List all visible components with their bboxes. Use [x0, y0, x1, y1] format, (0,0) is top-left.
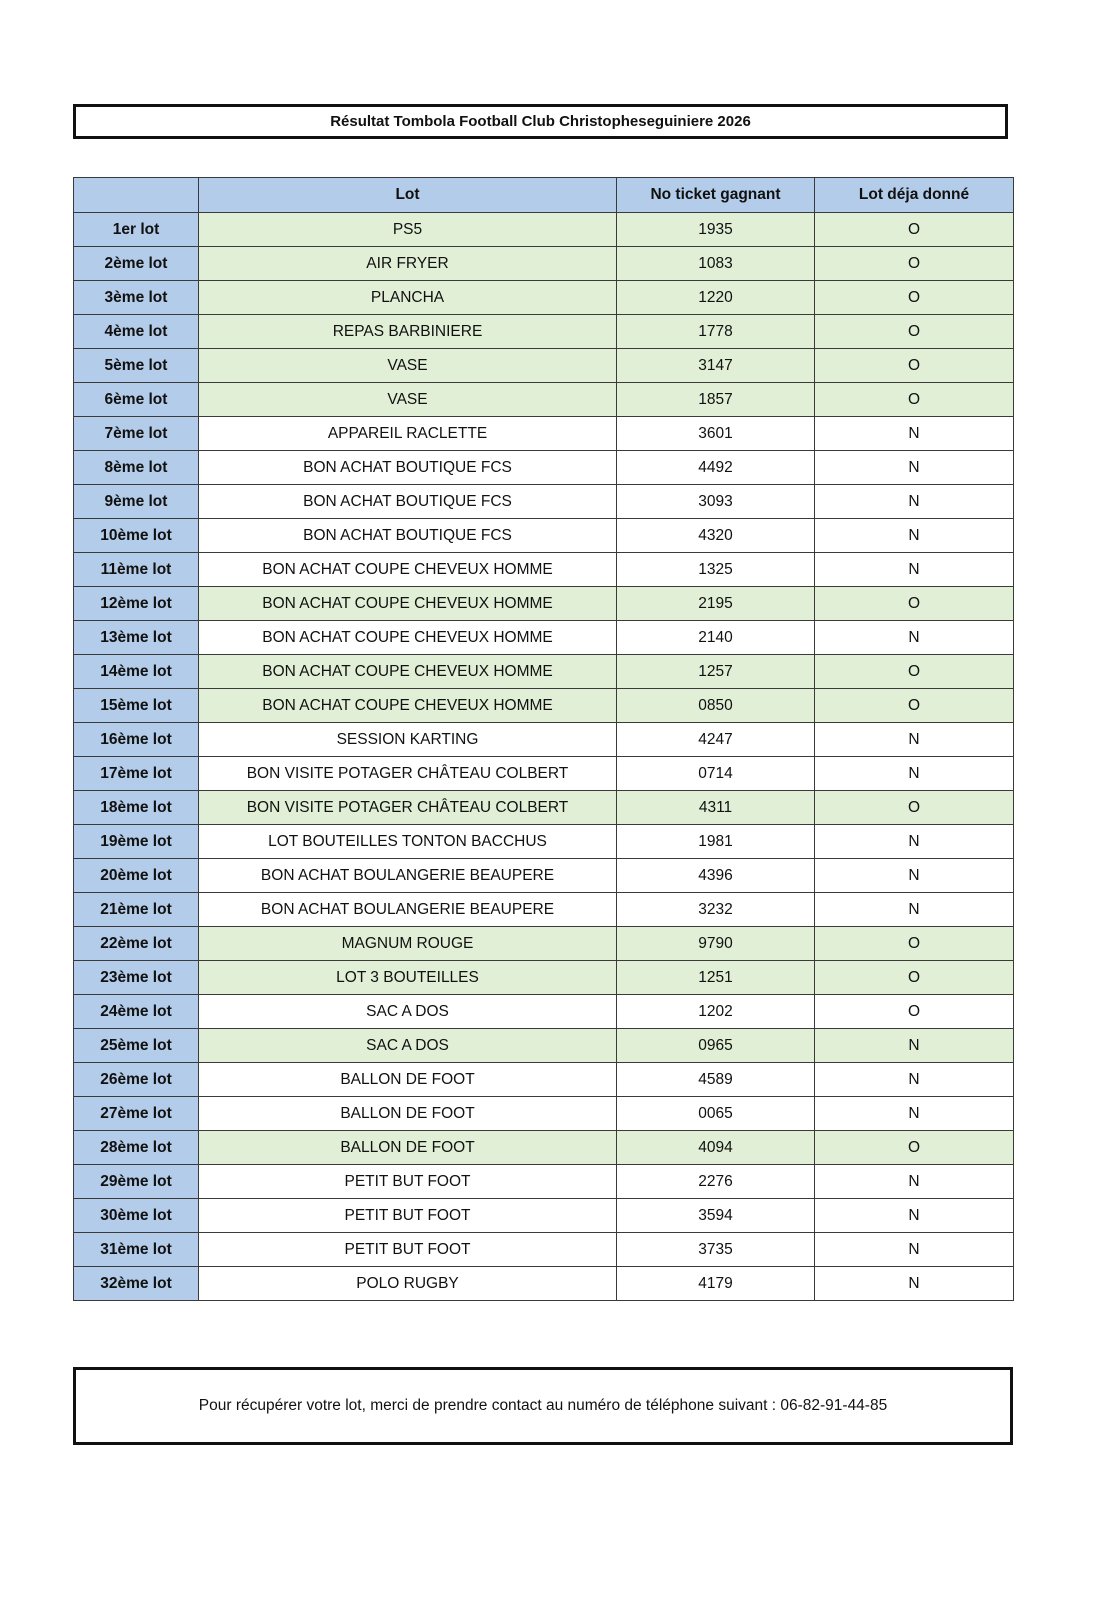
lot-cell: PETIT BUT FOOT [199, 1233, 617, 1267]
table-row [74, 247, 1014, 281]
ticket-cell: 3601 [617, 417, 815, 451]
table-row [74, 1199, 1014, 1233]
rank-cell: 9ème lot [74, 485, 199, 519]
table-row [74, 1029, 1014, 1063]
ticket-cell: 4247 [617, 723, 815, 757]
rank-cell: 8ème lot [74, 451, 199, 485]
given-cell: O [815, 315, 1014, 349]
given-cell: O [815, 1131, 1014, 1165]
lot-cell: VASE [199, 349, 617, 383]
lot-cell: SESSION KARTING [199, 723, 617, 757]
given-cell: O [815, 247, 1014, 281]
lot-cell: LOT 3 BOUTEILLES [199, 961, 617, 995]
given-cell: N [815, 1029, 1014, 1063]
rank-cell: 30ème lot [74, 1199, 199, 1233]
rank-cell: 14ème lot [74, 655, 199, 689]
ticket-cell: 2140 [617, 621, 815, 655]
rank-cell: 21ème lot [74, 893, 199, 927]
results-body [74, 213, 1014, 1301]
lot-cell: BALLON DE FOOT [199, 1131, 617, 1165]
rank-cell: 26ème lot [74, 1063, 199, 1097]
table-row [74, 451, 1014, 485]
table-row [74, 689, 1014, 723]
lot-cell: BON ACHAT BOUTIQUE FCS [199, 519, 617, 553]
given-cell: O [815, 213, 1014, 247]
rank-cell: 18ème lot [74, 791, 199, 825]
rank-cell: 20ème lot [74, 859, 199, 893]
ticket-cell: 4179 [617, 1267, 815, 1301]
lot-cell: BON ACHAT COUPE CHEVEUX HOMME [199, 655, 617, 689]
rank-cell: 6ème lot [74, 383, 199, 417]
ticket-cell: 3594 [617, 1199, 815, 1233]
ticket-cell: 3232 [617, 893, 815, 927]
rank-cell: 25ème lot [74, 1029, 199, 1063]
lot-cell: VASE [199, 383, 617, 417]
lot-cell: AIR FRYER [199, 247, 617, 281]
ticket-cell: 1083 [617, 247, 815, 281]
ticket-cell: 4094 [617, 1131, 815, 1165]
lot-cell: LOT BOUTEILLES TONTON BACCHUS [199, 825, 617, 859]
lot-cell: PLANCHA [199, 281, 617, 315]
given-cell: O [815, 961, 1014, 995]
table-row [74, 1131, 1014, 1165]
given-cell: O [815, 689, 1014, 723]
ticket-cell: 4311 [617, 791, 815, 825]
lot-cell: PETIT BUT FOOT [199, 1199, 617, 1233]
rank-cell: 19ème lot [74, 825, 199, 859]
given-cell: O [815, 383, 1014, 417]
ticket-cell: 4589 [617, 1063, 815, 1097]
ticket-cell: 3735 [617, 1233, 815, 1267]
table-row [74, 995, 1014, 1029]
lot-cell: BON ACHAT BOUTIQUE FCS [199, 451, 617, 485]
table-row [74, 961, 1014, 995]
ticket-cell: 9790 [617, 927, 815, 961]
rank-cell: 16ème lot [74, 723, 199, 757]
table-row [74, 757, 1014, 791]
rank-cell: 15ème lot [74, 689, 199, 723]
lot-cell: POLO RUGBY [199, 1267, 617, 1301]
rank-cell: 31ème lot [74, 1233, 199, 1267]
given-cell: O [815, 927, 1014, 961]
table-row [74, 723, 1014, 757]
ticket-cell: 0065 [617, 1097, 815, 1131]
table-row [74, 587, 1014, 621]
results-table [73, 177, 1014, 1301]
given-cell: N [815, 1267, 1014, 1301]
ticket-cell: 0714 [617, 757, 815, 791]
rank-cell: 22ème lot [74, 927, 199, 961]
rank-cell: 23ème lot [74, 961, 199, 995]
lot-cell: BON ACHAT COUPE CHEVEUX HOMME [199, 689, 617, 723]
table-row [74, 383, 1014, 417]
lot-cell: MAGNUM ROUGE [199, 927, 617, 961]
rank-cell: 27ème lot [74, 1097, 199, 1131]
document-title: Résultat Tombola Football Club Christopheseguiniere 2026 [73, 104, 1008, 139]
given-cell: N [815, 825, 1014, 859]
table-row [74, 1165, 1014, 1199]
lot-cell: BON VISITE POTAGER CHÂTEAU COLBERT [199, 757, 617, 791]
table-row [74, 1233, 1014, 1267]
table-row [74, 349, 1014, 383]
lot-cell: BON ACHAT COUPE CHEVEUX HOMME [199, 587, 617, 621]
ticket-cell: 1220 [617, 281, 815, 315]
given-cell: N [815, 1233, 1014, 1267]
ticket-cell: 4396 [617, 859, 815, 893]
ticket-cell: 1325 [617, 553, 815, 587]
lot-cell: BON ACHAT COUPE CHEVEUX HOMME [199, 553, 617, 587]
table-row [74, 621, 1014, 655]
lot-cell: SAC A DOS [199, 1029, 617, 1063]
rank-cell: 29ème lot [74, 1165, 199, 1199]
given-cell: N [815, 859, 1014, 893]
table-row [74, 825, 1014, 859]
rank-cell: 17ème lot [74, 757, 199, 791]
ticket-cell: 1857 [617, 383, 815, 417]
lot-cell: BON ACHAT BOULANGERIE BEAUPERE [199, 893, 617, 927]
ticket-cell: 3147 [617, 349, 815, 383]
ticket-cell: 0850 [617, 689, 815, 723]
given-cell: O [815, 791, 1014, 825]
table-header-row [74, 178, 1014, 213]
ticket-cell: 1981 [617, 825, 815, 859]
lot-cell: BON ACHAT BOULANGERIE BEAUPERE [199, 859, 617, 893]
given-cell: N [815, 519, 1014, 553]
table-row [74, 315, 1014, 349]
table-row [74, 1063, 1014, 1097]
ticket-cell: 1251 [617, 961, 815, 995]
ticket-cell: 1778 [617, 315, 815, 349]
ticket-cell: 3093 [617, 485, 815, 519]
rank-cell: 2ème lot [74, 247, 199, 281]
given-cell: N [815, 893, 1014, 927]
header-lot: Lot [199, 178, 617, 213]
lot-cell: REPAS BARBINIERE [199, 315, 617, 349]
rank-cell: 24ème lot [74, 995, 199, 1029]
given-cell: N [815, 417, 1014, 451]
given-cell: N [815, 1165, 1014, 1199]
given-cell: O [815, 995, 1014, 1029]
lot-cell: BALLON DE FOOT [199, 1097, 617, 1131]
rank-cell: 12ème lot [74, 587, 199, 621]
given-cell: N [815, 621, 1014, 655]
ticket-cell: 1257 [617, 655, 815, 689]
table-row [74, 655, 1014, 689]
given-cell: N [815, 1097, 1014, 1131]
given-cell: N [815, 451, 1014, 485]
table-row [74, 485, 1014, 519]
given-cell: O [815, 655, 1014, 689]
rank-cell: 4ème lot [74, 315, 199, 349]
given-cell: O [815, 587, 1014, 621]
table-row [74, 791, 1014, 825]
table-row [74, 859, 1014, 893]
ticket-cell: 2195 [617, 587, 815, 621]
contact-note: Pour récupérer votre lot, merci de prendre contact au numéro de téléphone suivant : 06-82-91-44-85 [73, 1367, 1013, 1445]
table-row [74, 1267, 1014, 1301]
rank-cell: 1er lot [74, 213, 199, 247]
lot-cell: PETIT BUT FOOT [199, 1165, 617, 1199]
table-row [74, 213, 1014, 247]
rank-cell: 32ème lot [74, 1267, 199, 1301]
given-cell: N [815, 485, 1014, 519]
lot-cell: PS5 [199, 213, 617, 247]
lot-cell: BON ACHAT COUPE CHEVEUX HOMME [199, 621, 617, 655]
given-cell: O [815, 281, 1014, 315]
table-row [74, 1097, 1014, 1131]
table-row [74, 553, 1014, 587]
given-cell: N [815, 1063, 1014, 1097]
table-row [74, 417, 1014, 451]
lot-cell: SAC A DOS [199, 995, 617, 1029]
rank-cell: 28ème lot [74, 1131, 199, 1165]
header-given: Lot déja donné [815, 178, 1014, 213]
lot-cell: BON VISITE POTAGER CHÂTEAU COLBERT [199, 791, 617, 825]
ticket-cell: 1935 [617, 213, 815, 247]
lot-cell: BALLON DE FOOT [199, 1063, 617, 1097]
rank-cell: 13ème lot [74, 621, 199, 655]
header-rank [74, 178, 199, 213]
rank-cell: 3ème lot [74, 281, 199, 315]
rank-cell: 7ème lot [74, 417, 199, 451]
given-cell: N [815, 723, 1014, 757]
table-row [74, 519, 1014, 553]
rank-cell: 5ème lot [74, 349, 199, 383]
rank-cell: 10ème lot [74, 519, 199, 553]
lot-cell: BON ACHAT BOUTIQUE FCS [199, 485, 617, 519]
lot-cell: APPAREIL RACLETTE [199, 417, 617, 451]
table-row [74, 927, 1014, 961]
given-cell: N [815, 757, 1014, 791]
ticket-cell: 1202 [617, 995, 815, 1029]
ticket-cell: 4320 [617, 519, 815, 553]
given-cell: N [815, 1199, 1014, 1233]
header-ticket: No ticket gagnant [617, 178, 815, 213]
rank-cell: 11ème lot [74, 553, 199, 587]
ticket-cell: 2276 [617, 1165, 815, 1199]
table-row [74, 893, 1014, 927]
ticket-cell: 4492 [617, 451, 815, 485]
ticket-cell: 0965 [617, 1029, 815, 1063]
given-cell: O [815, 349, 1014, 383]
given-cell: N [815, 553, 1014, 587]
table-row [74, 281, 1014, 315]
